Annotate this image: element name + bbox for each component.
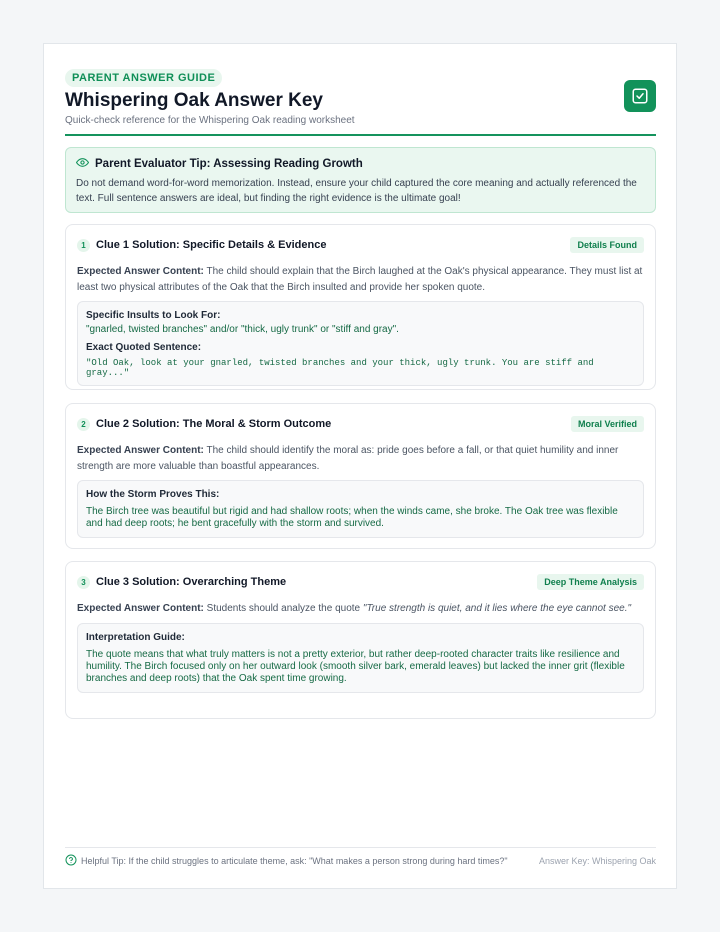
insults-text: "gnarled, twisted branches" and/or "thick, ugly trunk" or "stiff and gray". xyxy=(86,324,399,335)
expected-text: The child should identify the moral as: pride goes before a fall, or that quiet humility and inner strength are more valuable than boastful appearances. xyxy=(77,445,619,472)
storm-box xyxy=(77,480,644,538)
page-title: Whispering Oak Answer Key xyxy=(65,90,323,111)
clue-number: 3 xyxy=(77,576,90,589)
expected-answer xyxy=(77,264,644,295)
clue-card-2 xyxy=(65,403,656,549)
clue-card-3 xyxy=(65,561,656,719)
expected-text: Students should analyze the quote xyxy=(203,603,363,614)
guide-badge: PARENT ANSWER GUIDE xyxy=(65,69,222,87)
evaluator-tip xyxy=(65,147,656,213)
footer xyxy=(65,847,656,873)
expected-label: Expected Answer Content: xyxy=(77,266,204,277)
theme-quote: "True strength is quiet, and it lies where the eye cannot see." xyxy=(362,603,632,614)
expected-answer xyxy=(77,443,644,474)
quote-heading: Exact Quoted Sentence: xyxy=(86,342,202,353)
expected-label: Expected Answer Content: xyxy=(77,603,204,614)
inner-text: The quote means that what truly matters is not a pretty exterior, but rather deep-rooted character traits like resilience and humility. The Birch focused only on her outward look (smooth silver bark, emerald leaves) but lacked the inner grit (flexible branches and deep roots) that the Oak spent time growing. xyxy=(86,648,625,684)
footer-tip: Helpful Tip: If the child struggles to articulate theme, ask: "What makes a person strong during hard times?" xyxy=(81,855,508,866)
question-circle-icon xyxy=(65,854,77,868)
status-badge: Details Found xyxy=(570,237,644,253)
inner-text: The Birch tree was beautiful but rigid and had shallow roots; when the winds came, she broke. The Oak tree was flexible and had deep roots; he bent gracefully with the storm and survived. xyxy=(86,506,618,529)
answer-key-page xyxy=(43,43,677,889)
interpretation-box xyxy=(77,623,644,693)
tip-heading: Parent Evaluator Tip: Assessing Reading Growth xyxy=(95,158,363,170)
clue-title: Clue 2 Solution: The Moral & Storm Outcome xyxy=(96,418,332,430)
insults-heading: Specific Insults to Look For: xyxy=(86,310,221,321)
checkbox-icon xyxy=(624,80,656,112)
status-badge: Moral Verified xyxy=(571,416,644,432)
footer-label: Answer Key: Whispering Oak xyxy=(538,855,656,866)
evidence-box xyxy=(77,301,644,386)
clue-number: 1 xyxy=(77,239,90,252)
expected-label: Expected Answer Content: xyxy=(77,445,204,456)
clue-title: Clue 1 Solution: Specific Details & Evidence xyxy=(96,239,327,251)
eye-icon xyxy=(76,156,89,172)
inner-heading: Interpretation Guide: xyxy=(86,631,185,643)
clue-title: Clue 3 Solution: Overarching Theme xyxy=(96,576,287,588)
quote-text: "Old Oak, look at your gnarled, twisted branches and your thick, ugly trunk. You are stiff and gray..." xyxy=(86,358,594,378)
clue-card-1 xyxy=(65,224,656,390)
header-divider xyxy=(65,134,656,136)
clue-number: 2 xyxy=(77,418,90,431)
status-badge: Deep Theme Analysis xyxy=(537,574,644,590)
header xyxy=(65,68,656,138)
tip-body: Do not demand word-for-word memorization. Instead, ensure your child captured the core meaning and actually referenced the text. Full sentence answers are ideal, but finding the right evidence is the ultimate goal! xyxy=(76,178,637,204)
inner-heading: How the Storm Proves This: xyxy=(86,489,220,500)
page-subtitle: Quick-check reference for the Whispering Oak reading worksheet xyxy=(65,115,355,126)
expected-answer xyxy=(77,601,644,617)
expected-text: The child should explain that the Birch laughed at the Oak's physical appearance. They must list at least two physical attributes of the Oak that the Birch insulted and provide her spoken quote. xyxy=(77,266,643,293)
